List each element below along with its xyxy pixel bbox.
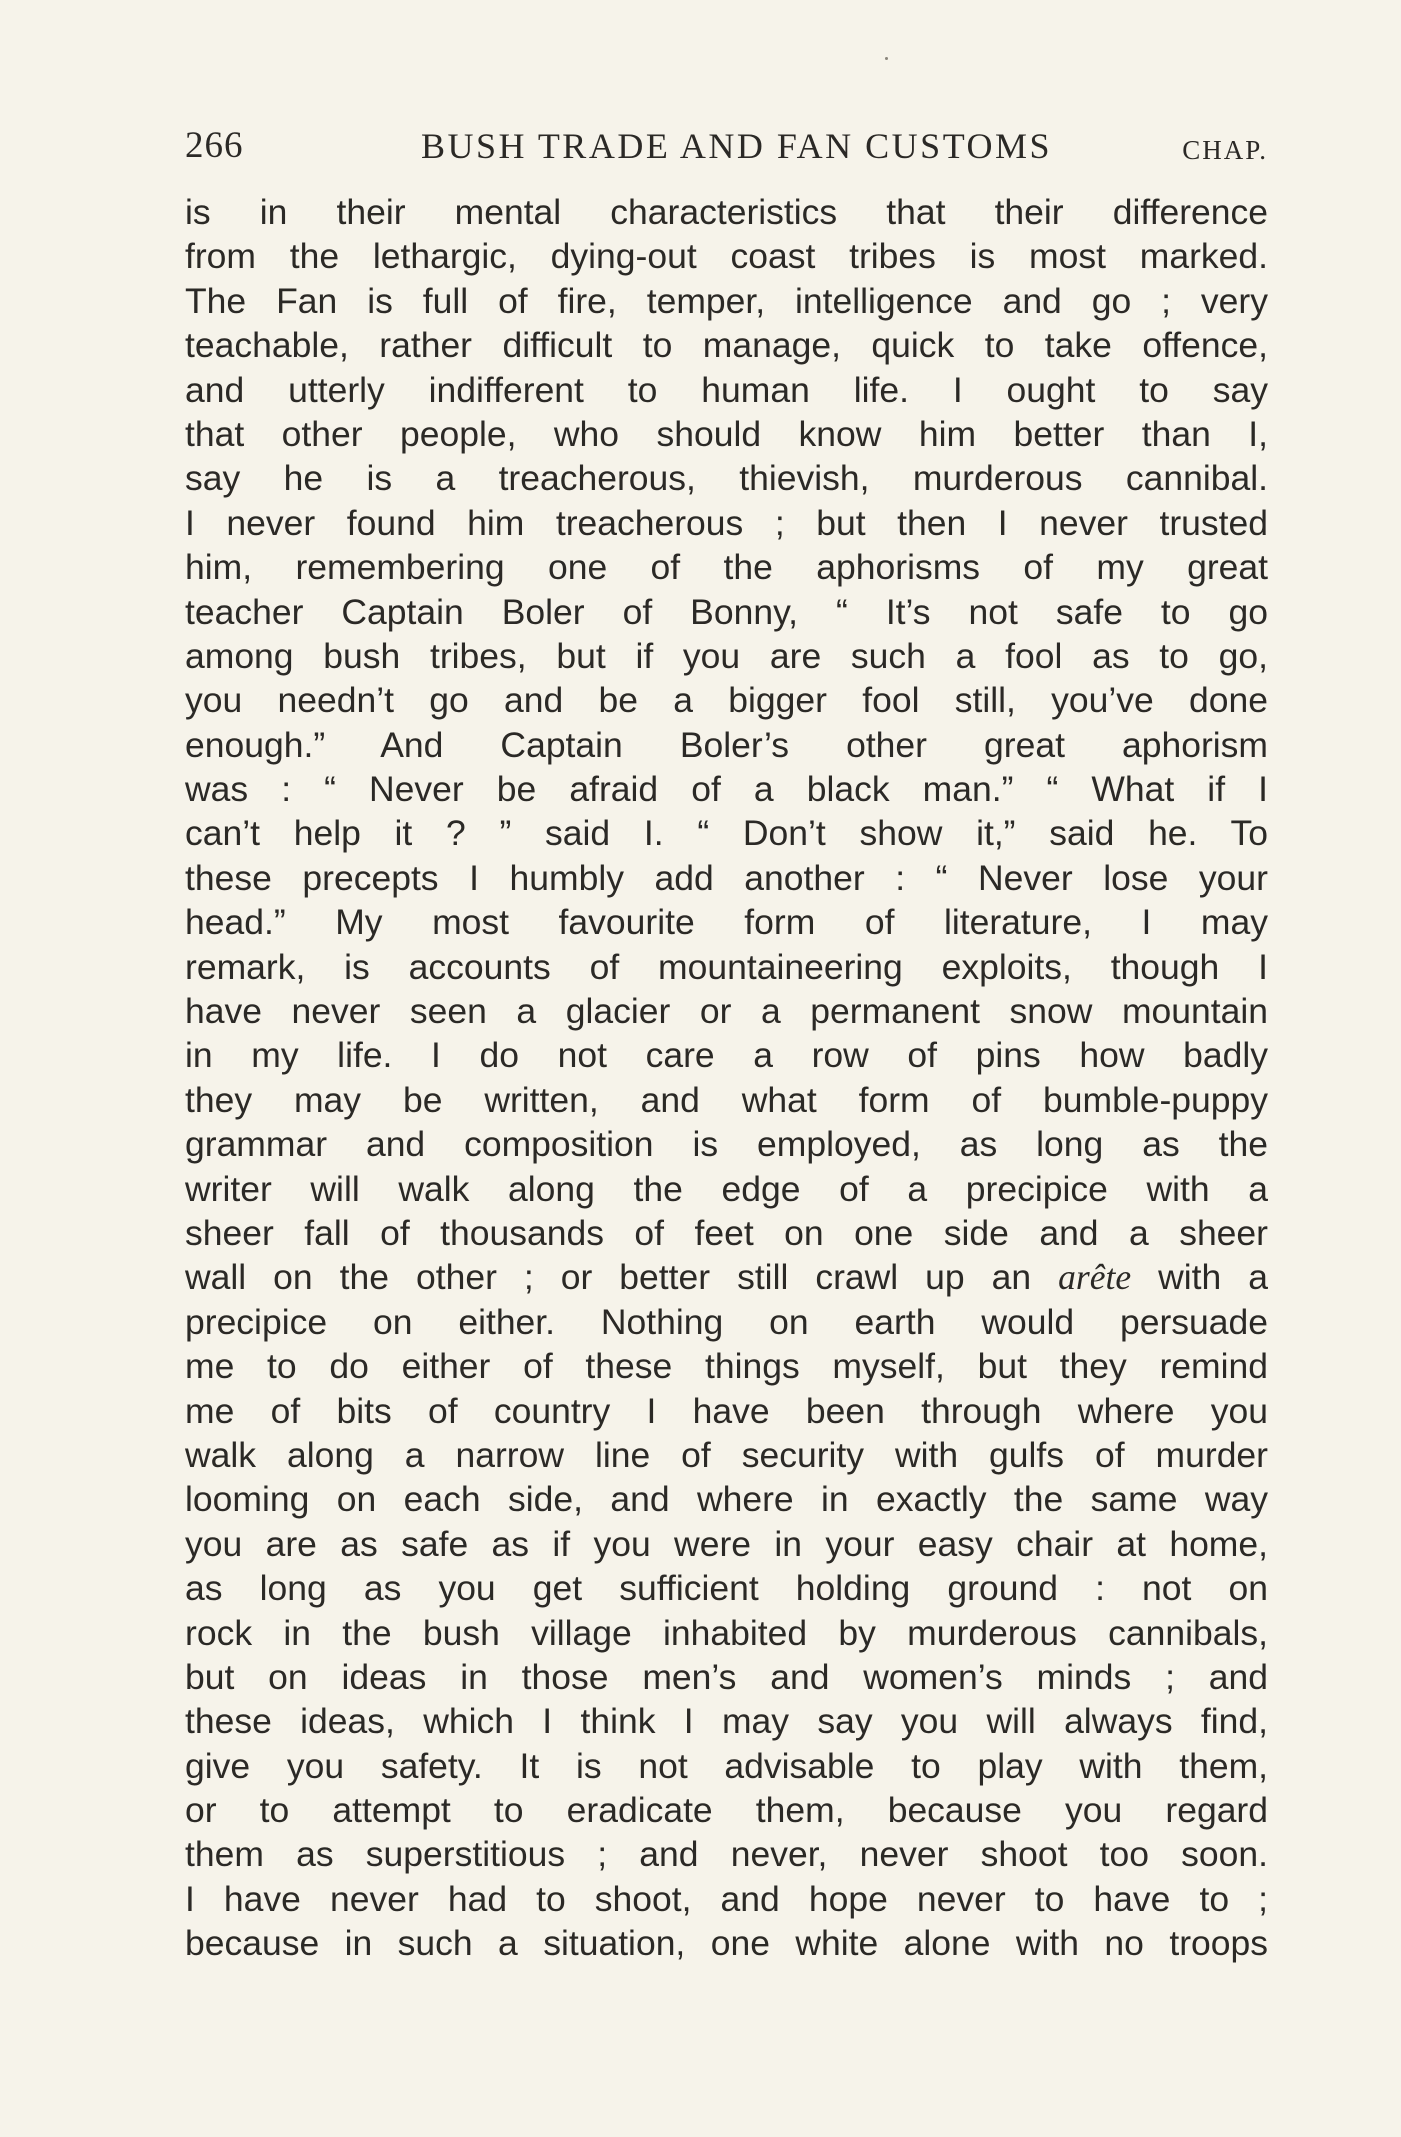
text-line: teacher Captain Boler of Bonny, “ It’s not safe to go (185, 591, 1268, 632)
text-line: can’t help it ? ” said I. “ Don’t show it,” said he. To (185, 813, 1268, 854)
text-line: in my life. I do not care a row of pins how badly (185, 1035, 1268, 1076)
text-line: head.” My most favourite form of literature, I may (185, 902, 1268, 943)
text-line: was : “ Never be afraid of a black man.” “ What if I (185, 769, 1268, 810)
text-line: them as superstitious ; and never, never shoot too soon. (185, 1834, 1268, 1875)
text-line: teachable, rather difficult to manage, quick to take offence, (185, 325, 1268, 366)
text-line: or to attempt to eradicate them, because you regard (185, 1790, 1268, 1831)
text-line: sheer fall of thousands of feet on one side and a sheer (185, 1212, 1268, 1253)
text-line: enough.” And Captain Boler’s other great aphorism (185, 724, 1268, 765)
text-line: rock in the bush village inhabited by murderous cannibals, (185, 1612, 1268, 1653)
text-line: him, remembering one of the aphorisms of my great (185, 547, 1268, 588)
text-line: have never seen a glacier or a permanent snow mountain (185, 991, 1268, 1032)
text-line: you are as safe as if you were in your easy chair at home, (185, 1523, 1268, 1564)
text-line: give you safety. It is not advisable to play with them, (185, 1745, 1268, 1786)
text-line: because in such a situation, one white alone with no troops (185, 1923, 1268, 1964)
text-line: among bush tribes, but if you are such a fool as to go, (185, 635, 1268, 676)
chapter-label: CHAP. (1182, 135, 1268, 165)
text-line: you needn’t go and be a bigger fool still, you’ve done (185, 680, 1268, 721)
text-line: as long as you get sufficient holding ground : not on (185, 1568, 1268, 1609)
text-line: these precepts I humbly add another : “ Never lose your (185, 857, 1268, 898)
body-text (185, 190, 1268, 1966)
text-line: me to do either of these things myself, but they remind (185, 1346, 1268, 1387)
text-line: looming on each side, and where in exactly the same way (185, 1479, 1268, 1520)
text-line: from the lethargic, dying-out coast tribes is most marked. (185, 236, 1268, 277)
text-segment: wall on the other ; or better still crawl up an (185, 1257, 1032, 1298)
text-line: is in their mental characteristics that their difference (185, 192, 1268, 232)
text-line: but on ideas in those men’s and women’s minds ; and (185, 1656, 1268, 1697)
text-line: The Fan is full of fire, temper, intelligence and go ; very (185, 280, 1268, 321)
text-line: they may be written, and what form of bumble-puppy (185, 1079, 1268, 1120)
text-line: that other people, who should know him better than I, (185, 413, 1268, 454)
text-line: I never found him treacherous ; but then I never trusted (185, 502, 1268, 543)
text-line: grammar and composition is employed, as long as the (185, 1124, 1268, 1165)
text-line: say he is a treacherous, thievish, murderous cannibal. (185, 458, 1268, 499)
text-line: these ideas, which I think I may say you will always find, (185, 1701, 1268, 1742)
text-line: walk along a narrow line of security with gulfs of murder (185, 1434, 1268, 1475)
text-line: I have never had to shoot, and hope never to have to ; (185, 1878, 1268, 1919)
text-line: remark, is accounts of mountaineering exploits, though I (185, 946, 1268, 987)
running-title: BUSH TRADE AND FAN CUSTOMS (420, 126, 1053, 166)
running-head (185, 118, 1268, 174)
text-line: precipice on either. Nothing on earth would persuade (185, 1301, 1268, 1342)
text-line-with-italic (185, 1255, 1268, 1299)
text-segment: with a (1158, 1257, 1268, 1298)
text-line: me of bits of country I have been through where you (185, 1390, 1268, 1431)
print-speck (885, 57, 888, 60)
italic-word: arête (1058, 1257, 1132, 1298)
page-number: 266 (185, 125, 244, 166)
text-line: writer will walk along the edge of a precipice with a (185, 1168, 1268, 1209)
text-line: and utterly indifferent to human life. I ought to say (185, 369, 1268, 410)
